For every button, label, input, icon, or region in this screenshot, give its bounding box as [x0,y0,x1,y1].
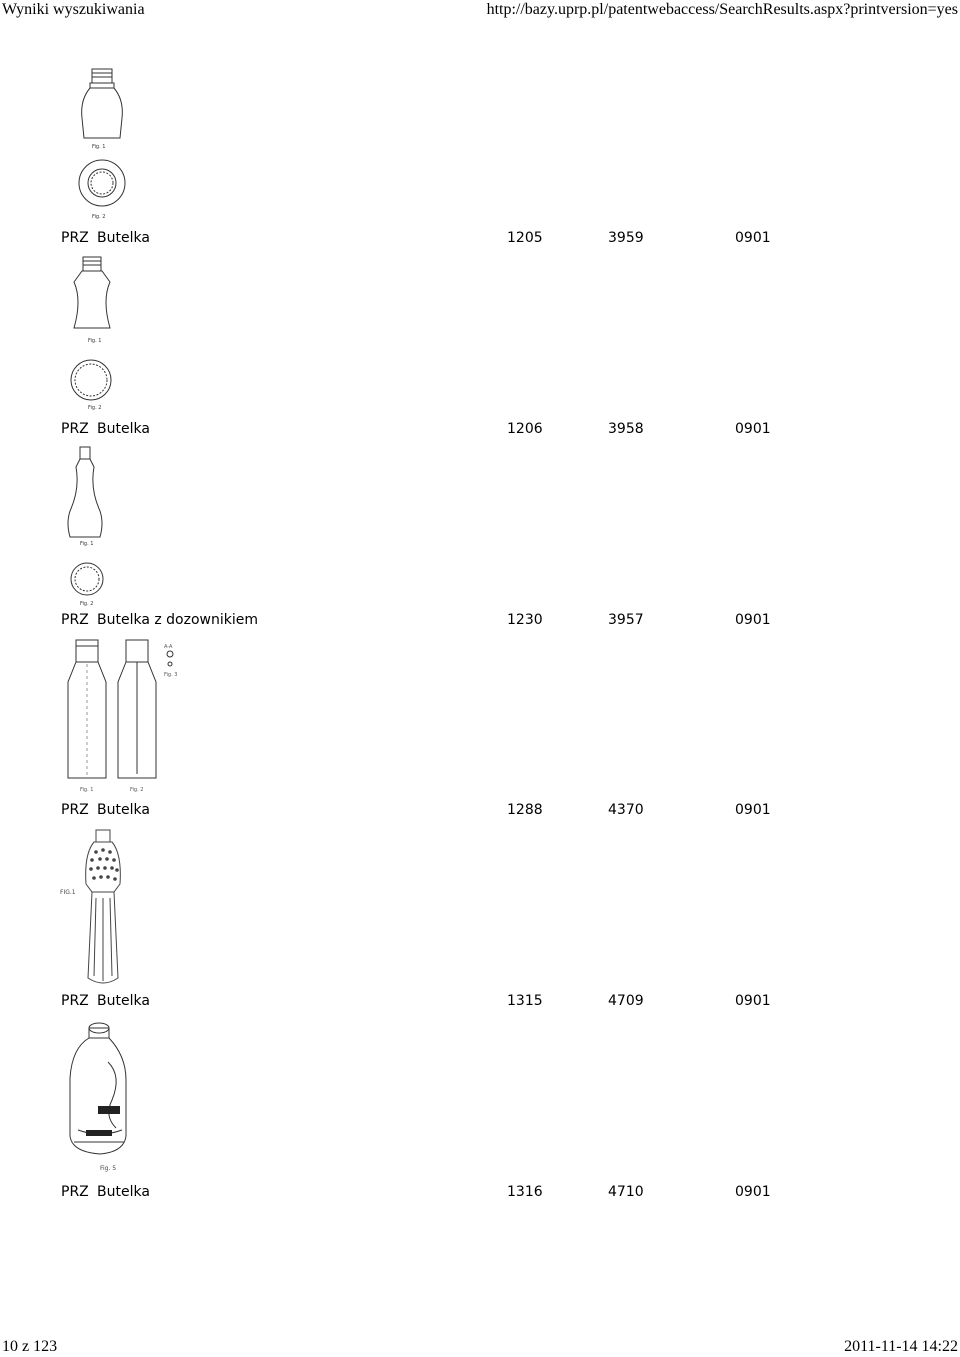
result-row [0,800,960,820]
record-title: Butelka z dozownikiem [97,612,258,628]
record-number-2: 3959 [608,230,644,246]
bottle-drawing-1315 [56,826,156,992]
record-type: PRZ [61,1184,89,1200]
bottle-drawing-1205 [70,66,170,226]
record-number-1: 1230 [507,612,543,628]
record-number-3: 0901 [735,993,771,1009]
record-number-1: 1205 [507,230,543,246]
record-title: Butelka [97,802,150,818]
record-title: Butelka [97,230,150,246]
record-title: Butelka [97,421,150,437]
svg-text:Fig. 3: Fig. 3 [164,672,178,678]
record-number-2: 4370 [608,802,644,818]
svg-text:Fig. 2: Fig. 2 [130,787,144,793]
result-row [0,228,960,248]
svg-text:Fig. 2: Fig. 2 [88,405,102,411]
svg-text:Fig. 1: Fig. 1 [88,338,102,344]
record-number-2: 4710 [608,1184,644,1200]
record-title: Butelka [97,1184,150,1200]
record-title: Butelka [97,993,150,1009]
page-counter: 10 z 123 [2,1338,58,1355]
svg-text:A-A: A-A [164,644,173,650]
design-drawing-1206 [60,252,140,417]
record-number-1: 1316 [507,1184,543,1200]
svg-text:FIG.1: FIG.1 [60,889,76,896]
svg-text:Fig. 5: Fig. 5 [100,1165,117,1172]
record-number-2: 3958 [608,421,644,437]
svg-text:Fig. 1: Fig. 1 [92,144,106,150]
svg-text:Fig. 1: Fig. 1 [80,787,94,793]
svg-text:Fig. 2: Fig. 2 [80,601,94,607]
page-url: http://bazy.uprp.pl/patentwebaccess/SearchResults.aspx?printversion=yes [486,1,958,18]
bottle-drawing-1316 [64,1018,144,1178]
bottle-drawing-1206 [60,252,140,417]
bottle-drawing-1288 [60,634,190,802]
record-type: PRZ [61,993,89,1009]
record-number-3: 0901 [735,1184,771,1200]
design-drawing-1288 [60,634,190,802]
record-number-3: 0901 [735,421,771,437]
design-drawing-1315 [56,826,156,992]
design-drawing-1205 [70,66,170,226]
svg-text:Fig. 1: Fig. 1 [80,541,94,547]
record-type: PRZ [61,230,89,246]
record-number-3: 0901 [735,612,771,628]
page-title: Wyniki wyszukiwania [2,1,145,18]
record-number-2: 4709 [608,993,644,1009]
result-row [0,991,960,1011]
bottle-drawing-1230 [60,443,120,611]
result-row [0,610,960,630]
result-row [0,419,960,439]
record-type: PRZ [61,421,89,437]
record-number-1: 1288 [507,802,543,818]
record-number-2: 3957 [608,612,644,628]
record-type: PRZ [61,612,89,628]
record-number-3: 0901 [735,230,771,246]
design-drawing-1316 [64,1018,144,1178]
result-row [0,1182,960,1202]
record-number-3: 0901 [735,802,771,818]
record-number-1: 1206 [507,421,543,437]
design-drawing-1230 [60,443,120,611]
svg-text:Fig. 2: Fig. 2 [92,214,106,220]
record-number-1: 1315 [507,993,543,1009]
print-datetime: 2011-11-14 14:22 [844,1338,958,1355]
record-type: PRZ [61,802,89,818]
